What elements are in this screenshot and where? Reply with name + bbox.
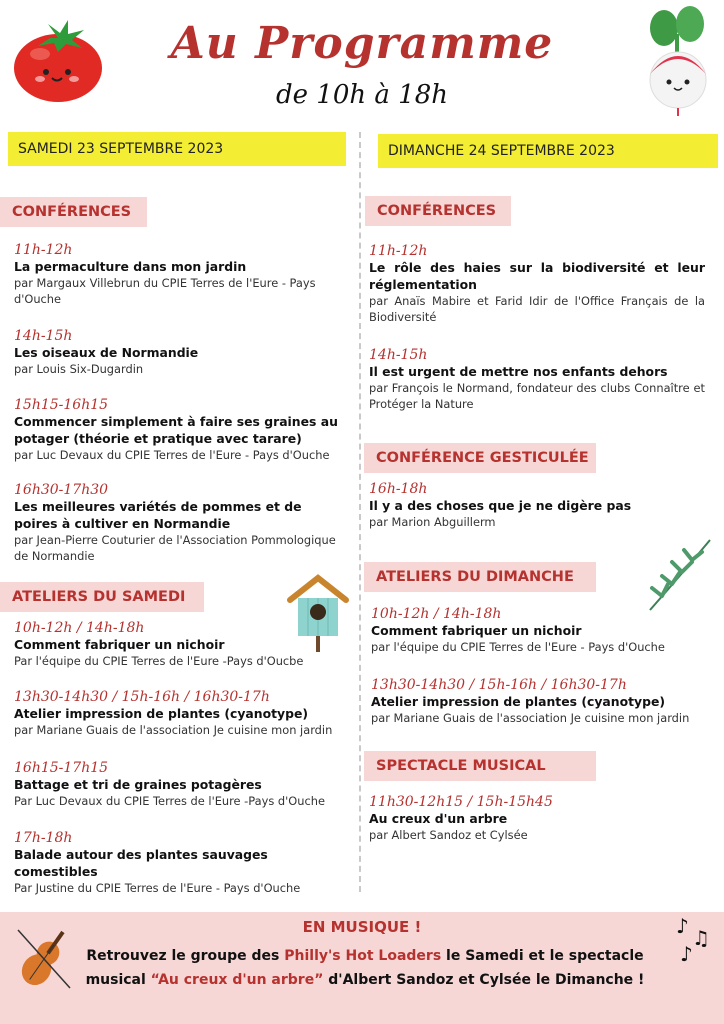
event-title: Au creux d'un arbre (369, 811, 508, 826)
section-ateliers-saturday: ATELIERS DU SAMEDI (0, 582, 204, 612)
event-time: 13h30-14h30 / 15h-16h / 16h30-17h (371, 677, 627, 693)
event-title: La permaculture dans mon jardin (14, 259, 247, 274)
event-time: 11h-12h (369, 243, 428, 259)
music-title: EN MUSIQUE ! (302, 918, 422, 936)
page-subtitle: de 10h à 18h (276, 80, 448, 110)
music-text-part: le Samedi et le spectacle musical (85, 948, 644, 988)
event-time: 17h-18h (14, 830, 73, 846)
event-sun-gesticulee-1 (369, 481, 705, 530)
day-header-sunday: DIMANCHE 24 SEPTEMBRE 2023 (378, 134, 718, 168)
event-time: 11h30-12h15 / 15h-15h45 (369, 794, 553, 810)
event-speaker: par Luc Devaux du CPIE Terres de l'Eure - Pays d'Ouche (14, 448, 330, 462)
event-time: 10h-12h / 14h-18h (371, 606, 502, 622)
event-title: Comment fabriquer un nichoir (371, 623, 582, 638)
event-title: Battage et tri de graines potagères (14, 777, 262, 792)
day-header-saturday: SAMEDI 23 SEPTEMBRE 2023 (8, 132, 346, 166)
section-conferences-saturday: CONFÉRENCES (0, 197, 147, 227)
event-sat-atelier-3 (14, 760, 344, 809)
event-title: Les oiseaux de Normandie (14, 345, 199, 360)
event-time: 13h30-14h30 / 15h-16h / 16h30-17h (14, 689, 270, 705)
event-time: 16h30-17h30 (14, 482, 109, 498)
event-speaker: Par Justine du CPIE Terres de l'Eure - Pays d'Ouche (14, 881, 301, 895)
event-speaker: par Anaïs Mabire et Farid Idir de l'Office Français de la Biodiversité (369, 294, 705, 324)
event-sun-conf-1 (369, 243, 705, 325)
herb-branch-icon (644, 536, 716, 614)
event-speaker: par François le Normand, fondateur des clubs Connaître et Protéger la Nature (369, 381, 705, 411)
event-title: Commencer simplement à faire ses graines au potager (théorie et pratique avec tarare) (14, 414, 338, 446)
section-conferences-sunday: CONFÉRENCES (365, 196, 511, 226)
band-name: Philly's Hot Loaders (284, 948, 442, 964)
event-speaker: par Albert Sandoz et Cylsée (369, 828, 528, 842)
event-sun-conf-2 (369, 347, 705, 412)
music-text-part: Retrouvez le groupe des (86, 948, 285, 964)
event-title: Atelier impression de plantes (cyanotype) (371, 694, 666, 709)
show-name: “Au creux d'un arbre” (150, 972, 324, 988)
event-sun-atelier-2 (371, 677, 707, 726)
event-title: Il est urgent de mettre nos enfants dehors (369, 364, 668, 379)
event-speaker: par Jean-Pierre Couturier de l'Association Pommologique de Normandie (14, 533, 336, 563)
event-speaker: Par Luc Devaux du CPIE Terres de l'Eure -Pays d'Ouche (14, 794, 325, 808)
event-speaker: par Marion Abguillerm (369, 515, 496, 529)
event-time: 14h-15h (369, 347, 428, 363)
event-sun-atelier-1 (371, 606, 707, 655)
event-title: Le rôle des haies sur la biodiversité et leur réglementation (369, 260, 705, 292)
page-title: Au Programme (170, 18, 554, 69)
music-text (60, 944, 670, 992)
event-sat-conf-4 (14, 482, 344, 564)
section-gesticulee-sunday: CONFÉRENCE GESTICULÉE (364, 443, 596, 473)
section-spectacle-sunday: SPECTACLE MUSICAL (364, 751, 596, 781)
event-time: 16h-18h (369, 481, 428, 497)
event-time: 14h-15h (14, 328, 73, 344)
column-divider (359, 132, 361, 892)
event-speaker: par Margaux Villebrun du CPIE Terres de l'Eure - Pays d'Ouche (14, 276, 316, 306)
event-time: 11h-12h (14, 242, 73, 258)
event-title: Comment fabriquer un nichoir (14, 637, 225, 652)
music-notes-icon: ♪ ♫ ♪ (676, 914, 710, 966)
music-text-part: d'Albert Sandoz et Cylsée le Dimanche ! (323, 972, 645, 988)
event-sat-conf-3 (14, 397, 344, 463)
section-ateliers-sunday: ATELIERS DU DIMANCHE (364, 562, 596, 592)
event-sat-atelier-1 (14, 620, 344, 669)
event-speaker: Par l'équipe du CPIE Terres de l'Eure -Pays d'Oucbe (14, 654, 304, 668)
event-time: 15h15-16h15 (14, 397, 109, 413)
event-sat-atelier-4 (14, 830, 344, 896)
event-time: 10h-12h / 14h-18h (14, 620, 145, 636)
event-time: 16h15-17h15 (14, 760, 109, 776)
event-title: Balade autour des plantes sauvages comestibles (14, 847, 268, 879)
event-title: Atelier impression de plantes (cyanotype) (14, 706, 309, 721)
event-sat-atelier-2 (14, 689, 344, 738)
event-title: Il y a des choses que je ne digère pas (369, 498, 632, 513)
event-sat-conf-1 (14, 242, 344, 307)
event-sun-spectacle-1 (369, 794, 705, 843)
event-title: Les meilleures variétés de pommes et de poires à cultiver en Normandie (14, 499, 302, 531)
event-sat-conf-2 (14, 328, 344, 377)
event-speaker: par Mariane Guais de l'association Je cuisine mon jardin (14, 723, 333, 737)
event-speaker: par Mariane Guais de l'association Je cuisine mon jardin (371, 711, 690, 725)
event-speaker: par Louis Six-Dugardin (14, 362, 144, 376)
event-speaker: par l'équipe du CPIE Terres de l'Eure - Pays d'Ouche (371, 640, 665, 654)
